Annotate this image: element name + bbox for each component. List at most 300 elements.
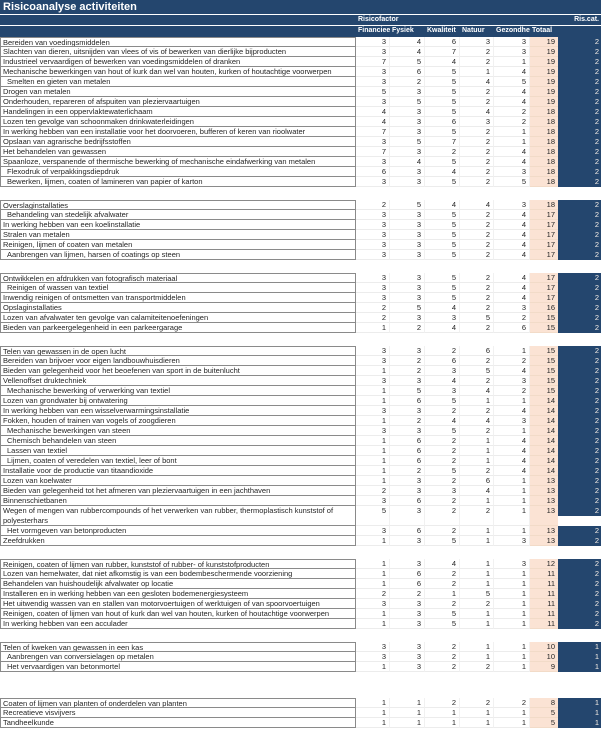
factor-cell[interactable]: 3 — [390, 147, 425, 157]
factor-cell[interactable]: 4 — [425, 303, 460, 313]
activity-cell[interactable]: Industrieel vervaardigen of bewerken van voedingsmiddelen of dranken — [0, 57, 356, 67]
factor-cell[interactable]: 3 — [390, 652, 425, 662]
totaal-cell[interactable]: 19 — [530, 37, 558, 47]
factor-cell[interactable]: 4 — [390, 37, 425, 47]
factor-cell[interactable]: 1 — [356, 698, 390, 708]
activity-cell[interactable]: Reinigen, coaten of lijmen van rubber, kunststof of rubber- of kunststofproducten — [0, 559, 356, 569]
factor-cell[interactable]: 5 — [425, 273, 460, 283]
factor-cell[interactable]: 6 — [425, 117, 460, 127]
totaal-cell[interactable]: 15 — [530, 323, 558, 333]
factor-cell[interactable]: 1 — [494, 579, 530, 589]
factor-cell[interactable]: 3 — [356, 283, 390, 293]
activity-cell[interactable]: Onderhouden, repareren of afspuiten van pleziervaartuigen — [0, 97, 356, 107]
factor-cell[interactable]: 3 — [356, 599, 390, 609]
factor-cell[interactable]: 3 — [356, 496, 390, 506]
totaal-cell[interactable]: 14 — [530, 446, 558, 456]
totaal-cell[interactable]: 18 — [530, 147, 558, 157]
factor-cell[interactable]: 2 — [460, 426, 494, 436]
factor-cell[interactable]: 1 — [425, 708, 460, 718]
factor-cell[interactable]: 1 — [494, 662, 530, 672]
totaal-cell[interactable]: 17 — [530, 240, 558, 250]
factor-cell[interactable]: 1 — [494, 599, 530, 609]
factor-cell[interactable]: 3 — [460, 117, 494, 127]
totaal-cell[interactable]: 5 — [530, 718, 558, 728]
factor-cell[interactable]: 2 — [460, 167, 494, 177]
activity-cell[interactable]: Reinigen of wassen van textiel — [0, 283, 356, 293]
factor-cell[interactable]: 3 — [356, 642, 390, 652]
ris-cat-cell[interactable]: 2 — [558, 37, 601, 47]
ris-cat-cell[interactable]: 1 — [558, 708, 601, 718]
factor-cell[interactable]: 4 — [460, 107, 494, 117]
ris-cat-cell[interactable]: 2 — [558, 526, 601, 536]
factor-cell[interactable]: 6 — [390, 456, 425, 466]
factor-cell[interactable]: 3 — [390, 609, 425, 619]
factor-cell[interactable]: 6 — [390, 396, 425, 406]
factor-cell[interactable]: 3 — [494, 536, 530, 546]
ris-cat-cell[interactable]: 2 — [558, 107, 601, 117]
factor-cell[interactable]: 5 — [425, 67, 460, 77]
factor-cell[interactable]: 6 — [390, 446, 425, 456]
factor-cell[interactable]: 1 — [356, 536, 390, 546]
totaal-cell[interactable]: 15 — [530, 356, 558, 366]
ris-cat-cell[interactable]: 2 — [558, 200, 601, 210]
factor-cell[interactable]: 5 — [460, 589, 494, 599]
factor-cell[interactable]: 4 — [425, 57, 460, 67]
col-header-financieel[interactable]: Financiee — [358, 27, 390, 34]
factor-cell[interactable]: 3 — [356, 652, 390, 662]
ris-cat-cell[interactable]: 2 — [558, 77, 601, 87]
factor-cell[interactable]: 1 — [356, 619, 390, 629]
activity-cell[interactable]: Mechanische bewerkingen van hout of kurk dan wel van houten, kurken of houtachtige voorwerpen — [0, 67, 356, 77]
totaal-cell[interactable]: 15 — [530, 376, 558, 386]
factor-cell[interactable]: 3 — [390, 486, 425, 496]
factor-cell[interactable]: 2 — [494, 386, 530, 396]
activity-cell[interactable]: Telen van gewassen in de open lucht — [0, 346, 356, 356]
factor-cell[interactable]: 5 — [460, 366, 494, 376]
totaal-cell[interactable]: 17 — [530, 220, 558, 230]
totaal-cell[interactable]: 19 — [530, 77, 558, 87]
col-header-gezondheid[interactable]: Gezondhe — [496, 27, 530, 34]
factor-cell[interactable]: 3 — [390, 167, 425, 177]
factor-cell[interactable]: 2 — [390, 466, 425, 476]
factor-cell[interactable]: 6 — [390, 579, 425, 589]
ris-cat-cell[interactable]: 2 — [558, 406, 601, 416]
factor-cell[interactable]: 4 — [494, 273, 530, 283]
factor-cell[interactable]: 5 — [390, 137, 425, 147]
factor-cell[interactable]: 2 — [460, 303, 494, 313]
factor-cell[interactable]: 2 — [460, 220, 494, 230]
ris-cat-cell[interactable]: 2 — [558, 579, 601, 589]
ris-cat-cell[interactable]: 2 — [558, 67, 601, 77]
activity-cell[interactable]: Smelten en gieten van metalen — [0, 77, 356, 87]
factor-cell[interactable]: 1 — [356, 559, 390, 569]
factor-cell[interactable]: 1 — [460, 496, 494, 506]
factor-cell[interactable]: 5 — [390, 97, 425, 107]
factor-cell[interactable]: 2 — [425, 599, 460, 609]
factor-cell[interactable]: 2 — [425, 642, 460, 652]
activity-cell[interactable]: Mechanische bewerking of verwerking van textiel — [0, 386, 356, 396]
ris-cat-cell[interactable]: 2 — [558, 346, 601, 356]
ris-cat-cell[interactable]: 2 — [558, 230, 601, 240]
factor-cell[interactable]: 2 — [460, 273, 494, 283]
totaal-cell[interactable]: 12 — [530, 559, 558, 569]
factor-cell[interactable]: 3 — [390, 426, 425, 436]
totaal-cell[interactable]: 11 — [530, 599, 558, 609]
factor-cell[interactable]: 2 — [460, 210, 494, 220]
factor-cell[interactable]: 1 — [356, 569, 390, 579]
activity-cell[interactable]: Het vervaardigen van betonmortel — [0, 662, 356, 672]
factor-cell[interactable]: 7 — [356, 127, 390, 137]
factor-cell[interactable]: 4 — [390, 47, 425, 57]
factor-cell[interactable]: 4 — [425, 376, 460, 386]
factor-cell[interactable]: 1 — [460, 536, 494, 546]
factor-cell[interactable]: 3 — [356, 97, 390, 107]
factor-cell[interactable]: 1 — [460, 708, 494, 718]
activity-cell[interactable]: Opslaginstallaties — [0, 303, 356, 313]
factor-cell[interactable]: 4 — [425, 167, 460, 177]
totaal-cell[interactable]: 11 — [530, 619, 558, 629]
factor-cell[interactable]: 3 — [390, 346, 425, 356]
totaal-cell[interactable]: 5 — [530, 708, 558, 718]
factor-cell[interactable]: 2 — [460, 662, 494, 672]
factor-cell[interactable]: 3 — [494, 37, 530, 47]
factor-cell[interactable]: 2 — [460, 240, 494, 250]
factor-cell[interactable]: 1 — [460, 396, 494, 406]
totaal-cell[interactable]: 8 — [530, 698, 558, 708]
factor-cell[interactable]: 3 — [390, 273, 425, 283]
factor-cell[interactable]: 2 — [390, 416, 425, 426]
factor-cell[interactable]: 3 — [390, 210, 425, 220]
factor-cell[interactable]: 3 — [425, 366, 460, 376]
factor-cell[interactable]: 2 — [390, 323, 425, 333]
factor-cell[interactable]: 4 — [356, 117, 390, 127]
totaal-cell[interactable]: 18 — [530, 157, 558, 167]
ris-cat-cell[interactable]: 2 — [558, 536, 601, 546]
factor-cell[interactable]: 2 — [460, 356, 494, 366]
ris-cat-cell[interactable]: 1 — [558, 652, 601, 662]
factor-cell[interactable]: 3 — [390, 506, 425, 526]
factor-cell[interactable]: 4 — [494, 220, 530, 230]
ris-cat-cell[interactable]: 2 — [558, 476, 601, 486]
ris-cat-cell[interactable]: 2 — [558, 376, 601, 386]
factor-cell[interactable]: 3 — [356, 47, 390, 57]
activity-cell[interactable]: Aanbrengen van conversielagen op metalen — [0, 652, 356, 662]
ris-cat-cell[interactable]: 2 — [558, 456, 601, 466]
totaal-cell[interactable]: 18 — [530, 177, 558, 187]
factor-cell[interactable]: 2 — [425, 506, 460, 526]
factor-cell[interactable]: 1 — [494, 486, 530, 496]
factor-cell[interactable]: 2 — [494, 313, 530, 323]
factor-cell[interactable]: 4 — [356, 107, 390, 117]
factor-cell[interactable]: 2 — [460, 87, 494, 97]
factor-cell[interactable]: 3 — [356, 250, 390, 260]
totaal-cell[interactable]: 13 — [530, 536, 558, 546]
factor-cell[interactable]: 4 — [460, 416, 494, 426]
activity-cell[interactable]: Installatie voor de productie van titaandioxide — [0, 466, 356, 476]
factor-cell[interactable]: 2 — [390, 366, 425, 376]
factor-cell[interactable]: 3 — [390, 662, 425, 672]
factor-cell[interactable]: 4 — [494, 147, 530, 157]
factor-cell[interactable]: 1 — [494, 506, 530, 526]
activity-cell[interactable]: Bewerken, lijmen, coaten of lamineren van papier of karton — [0, 177, 356, 187]
activity-cell[interactable]: Spaanloze, verspanende of thermische bewerking of mechanische eindafwerking van metalen — [0, 157, 356, 167]
factor-cell[interactable]: 5 — [425, 250, 460, 260]
totaal-cell[interactable]: 10 — [530, 652, 558, 662]
activity-cell[interactable]: Mechanische bewerkingen van steen — [0, 426, 356, 436]
factor-cell[interactable]: 5 — [425, 97, 460, 107]
factor-cell[interactable]: 6 — [425, 37, 460, 47]
factor-cell[interactable]: 1 — [460, 718, 494, 728]
ris-cat-cell[interactable]: 2 — [558, 117, 601, 127]
activity-cell[interactable]: Ontwikkelen en afdrukken van fotografisch materiaal — [0, 273, 356, 283]
activity-cell[interactable]: In werking hebben van een installatie voor het doorvoeren, bufferen of keren van rioolwater — [0, 127, 356, 137]
factor-cell[interactable]: 3 — [356, 137, 390, 147]
totaal-cell[interactable]: 15 — [530, 386, 558, 396]
factor-cell[interactable]: 5 — [425, 87, 460, 97]
factor-cell[interactable]: 1 — [356, 446, 390, 456]
totaal-cell[interactable]: 10 — [530, 642, 558, 652]
factor-cell[interactable]: 4 — [494, 466, 530, 476]
col-header-kwaliteit[interactable]: Kwaliteit — [427, 27, 456, 34]
factor-cell[interactable]: 1 — [494, 137, 530, 147]
factor-cell[interactable]: 4 — [494, 366, 530, 376]
factor-cell[interactable]: 2 — [460, 406, 494, 416]
activity-cell[interactable]: Stralen van metalen — [0, 230, 356, 240]
totaal-cell[interactable]: 19 — [530, 97, 558, 107]
activity-cell[interactable]: Bieden van parkeergelegenheid in een parkeergarage — [0, 323, 356, 333]
ris-cat-cell[interactable]: 2 — [558, 559, 601, 569]
factor-cell[interactable]: 1 — [494, 57, 530, 67]
totaal-cell[interactable]: 11 — [530, 579, 558, 589]
ris-cat-cell[interactable]: 2 — [558, 97, 601, 107]
activity-cell[interactable]: In werking hebben van een koelinstallatie — [0, 220, 356, 230]
totaal-cell[interactable]: 11 — [530, 609, 558, 619]
activity-cell[interactable]: Lassen van textiel — [0, 446, 356, 456]
factor-cell[interactable]: 5 — [425, 293, 460, 303]
factor-cell[interactable]: 2 — [425, 662, 460, 672]
factor-cell[interactable]: 3 — [390, 642, 425, 652]
activity-cell[interactable]: Aanbrengen van lijmen, harsen of coatings op steen — [0, 250, 356, 260]
factor-cell[interactable]: 1 — [494, 127, 530, 137]
factor-cell[interactable]: 1 — [356, 436, 390, 446]
factor-cell[interactable]: 4 — [460, 486, 494, 496]
activity-cell[interactable]: Lozen van afvalwater ten gevolge van calamiteitenoefeningen — [0, 313, 356, 323]
factor-cell[interactable]: 2 — [425, 147, 460, 157]
factor-cell[interactable]: 3 — [390, 250, 425, 260]
totaal-cell[interactable]: 15 — [530, 313, 558, 323]
factor-cell[interactable]: 5 — [390, 303, 425, 313]
ris-cat-cell[interactable]: 2 — [558, 240, 601, 250]
factor-cell[interactable]: 3 — [494, 416, 530, 426]
ris-cat-cell[interactable]: 2 — [558, 416, 601, 426]
factor-cell[interactable]: 4 — [494, 240, 530, 250]
factor-cell[interactable]: 1 — [494, 609, 530, 619]
factor-cell[interactable]: 2 — [425, 446, 460, 456]
factor-cell[interactable]: 1 — [356, 579, 390, 589]
ris-cat-cell[interactable]: 2 — [558, 147, 601, 157]
factor-cell[interactable]: 3 — [356, 406, 390, 416]
activity-cell[interactable]: Flexodruk of verpakkingsdiepdruk — [0, 167, 356, 177]
factor-cell[interactable]: 3 — [390, 230, 425, 240]
activity-cell[interactable]: Telen of kweken van gewassen in een kas — [0, 642, 356, 652]
factor-cell[interactable]: 3 — [390, 127, 425, 137]
factor-cell[interactable]: 5 — [425, 536, 460, 546]
totaal-cell[interactable]: 14 — [530, 436, 558, 446]
factor-cell[interactable]: 4 — [494, 283, 530, 293]
factor-cell[interactable]: 2 — [460, 147, 494, 157]
factor-cell[interactable]: 5 — [494, 177, 530, 187]
factor-cell[interactable]: 2 — [494, 356, 530, 366]
totaal-cell[interactable]: 18 — [530, 200, 558, 210]
factor-cell[interactable]: 2 — [390, 356, 425, 366]
factor-cell[interactable]: 3 — [390, 117, 425, 127]
factor-cell[interactable]: 3 — [390, 220, 425, 230]
factor-cell[interactable]: 2 — [460, 157, 494, 167]
totaal-cell[interactable]: 13 — [530, 486, 558, 496]
factor-cell[interactable]: 3 — [390, 177, 425, 187]
ris-cat-cell[interactable]: 2 — [558, 47, 601, 57]
totaal-cell[interactable]: 19 — [530, 57, 558, 67]
ris-cat-cell[interactable]: 2 — [558, 569, 601, 579]
factor-cell[interactable]: 6 — [356, 167, 390, 177]
col-header-fysiek[interactable]: Fysiek — [392, 27, 414, 34]
factor-cell[interactable]: 3 — [356, 273, 390, 283]
activity-cell[interactable]: Lozen van grondwater bij ontwatering — [0, 396, 356, 406]
factor-cell[interactable]: 1 — [356, 708, 390, 718]
factor-cell[interactable]: 2 — [460, 698, 494, 708]
factor-cell[interactable]: 3 — [425, 313, 460, 323]
activity-cell[interactable]: Lozen ten gevolge van schoonmaken drinkwaterleidingen — [0, 117, 356, 127]
ris-cat-cell[interactable]: 2 — [558, 506, 601, 526]
factor-cell[interactable]: 1 — [390, 718, 425, 728]
ris-cat-cell[interactable]: 2 — [558, 609, 601, 619]
ris-cat-cell[interactable]: 2 — [558, 323, 601, 333]
factor-cell[interactable]: 3 — [494, 167, 530, 177]
ris-cat-cell[interactable]: 2 — [558, 303, 601, 313]
factor-cell[interactable]: 2 — [460, 250, 494, 260]
factor-cell[interactable]: 3 — [390, 313, 425, 323]
factor-cell[interactable]: 3 — [356, 426, 390, 436]
factor-cell[interactable]: 5 — [425, 283, 460, 293]
factor-cell[interactable]: 4 — [494, 250, 530, 260]
col-header-totaal[interactable]: Totaal — [532, 27, 553, 34]
factor-cell[interactable]: 3 — [494, 47, 530, 57]
activity-cell[interactable]: Vellenoffset druktechniek — [0, 376, 356, 386]
totaal-cell[interactable]: 9 — [530, 662, 558, 672]
factor-cell[interactable]: 4 — [494, 97, 530, 107]
factor-cell[interactable]: 4 — [460, 386, 494, 396]
factor-cell[interactable]: 1 — [494, 642, 530, 652]
activity-cell[interactable]: Bereiden van brijvoer voor eigen landbouwhuisdieren — [0, 356, 356, 366]
activity-cell[interactable]: Wegen of mengen van rubbercompounds of het verwerken van rubber, thermoplastisch kunststof of polyesterhars — [0, 506, 356, 526]
ris-cat-cell[interactable]: 2 — [558, 589, 601, 599]
factor-cell[interactable]: 5 — [425, 466, 460, 476]
factor-cell[interactable]: 2 — [460, 97, 494, 107]
activity-cell[interactable]: Lozen van hemelwater, dat niet afkomstig is van een bodembeschermende voorziening — [0, 569, 356, 579]
factor-cell[interactable]: 2 — [425, 526, 460, 536]
factor-cell[interactable]: 2 — [425, 346, 460, 356]
factor-cell[interactable]: 2 — [425, 476, 460, 486]
factor-cell[interactable]: 2 — [356, 303, 390, 313]
factor-cell[interactable]: 1 — [425, 589, 460, 599]
factor-cell[interactable]: 2 — [460, 466, 494, 476]
factor-cell[interactable]: 3 — [356, 177, 390, 187]
ris-cat-cell[interactable]: 2 — [558, 127, 601, 137]
factor-cell[interactable]: 5 — [425, 77, 460, 87]
factor-cell[interactable]: 2 — [460, 47, 494, 57]
totaal-cell[interactable]: 19 — [530, 47, 558, 57]
factor-cell[interactable]: 4 — [494, 406, 530, 416]
factor-cell[interactable]: 5 — [356, 87, 390, 97]
activity-cell[interactable]: Drogen van metalen — [0, 87, 356, 97]
factor-cell[interactable]: 5 — [425, 107, 460, 117]
activity-cell[interactable]: Behandeling van stedelijk afvalwater — [0, 210, 356, 220]
factor-cell[interactable]: 3 — [425, 386, 460, 396]
factor-cell[interactable]: 4 — [494, 446, 530, 456]
factor-cell[interactable]: 3 — [356, 230, 390, 240]
factor-cell[interactable]: 1 — [390, 708, 425, 718]
totaal-cell[interactable]: 19 — [530, 67, 558, 77]
totaal-cell[interactable]: 11 — [530, 569, 558, 579]
activity-cell[interactable]: Recreatieve visvijvers — [0, 708, 356, 718]
factor-cell[interactable]: 2 — [356, 486, 390, 496]
ris-cat-cell[interactable]: 2 — [558, 366, 601, 376]
factor-cell[interactable]: 2 — [494, 107, 530, 117]
ris-cat-cell[interactable]: 2 — [558, 250, 601, 260]
activity-cell[interactable]: Het behandelen van gewassen — [0, 147, 356, 157]
totaal-cell[interactable]: 13 — [530, 506, 558, 526]
totaal-cell[interactable]: 13 — [530, 476, 558, 486]
factor-cell[interactable]: 5 — [425, 396, 460, 406]
factor-cell[interactable]: 1 — [460, 579, 494, 589]
activity-cell[interactable]: Reinigen, lijmen of coaten van metalen — [0, 240, 356, 250]
factor-cell[interactable]: 3 — [390, 476, 425, 486]
factor-cell[interactable]: 1 — [494, 346, 530, 356]
totaal-cell[interactable]: 17 — [530, 283, 558, 293]
totaal-cell[interactable]: 18 — [530, 107, 558, 117]
factor-cell[interactable]: 2 — [460, 283, 494, 293]
totaal-cell[interactable]: 15 — [530, 366, 558, 376]
factor-cell[interactable]: 5 — [425, 619, 460, 629]
factor-cell[interactable]: 1 — [494, 569, 530, 579]
factor-cell[interactable]: 3 — [356, 210, 390, 220]
ris-cat-cell[interactable]: 2 — [558, 210, 601, 220]
factor-cell[interactable]: 2 — [460, 177, 494, 187]
totaal-cell[interactable]: 11 — [530, 589, 558, 599]
col-header-natuur[interactable]: Natuur — [462, 27, 485, 34]
factor-cell[interactable]: 6 — [390, 436, 425, 446]
factor-cell[interactable]: 2 — [460, 599, 494, 609]
ris-cat-cell[interactable]: 2 — [558, 386, 601, 396]
factor-cell[interactable]: 3 — [390, 619, 425, 629]
ris-cat-cell[interactable]: 2 — [558, 177, 601, 187]
factor-cell[interactable]: 3 — [356, 526, 390, 536]
totaal-cell[interactable]: 14 — [530, 396, 558, 406]
factor-cell[interactable]: 2 — [460, 506, 494, 526]
factor-cell[interactable]: 4 — [494, 436, 530, 446]
factor-cell[interactable]: 3 — [356, 376, 390, 386]
ris-cat-cell[interactable]: 2 — [558, 313, 601, 323]
ris-cat-cell[interactable]: 2 — [558, 396, 601, 406]
ris-cat-cell[interactable]: 2 — [558, 496, 601, 506]
totaal-cell[interactable]: 17 — [530, 293, 558, 303]
factor-cell[interactable]: 3 — [494, 303, 530, 313]
ris-cat-cell[interactable]: 2 — [558, 436, 601, 446]
ris-cat-cell[interactable]: 2 — [558, 137, 601, 147]
factor-cell[interactable]: 3 — [356, 67, 390, 77]
factor-cell[interactable]: 4 — [390, 157, 425, 167]
totaal-cell[interactable]: 14 — [530, 466, 558, 476]
